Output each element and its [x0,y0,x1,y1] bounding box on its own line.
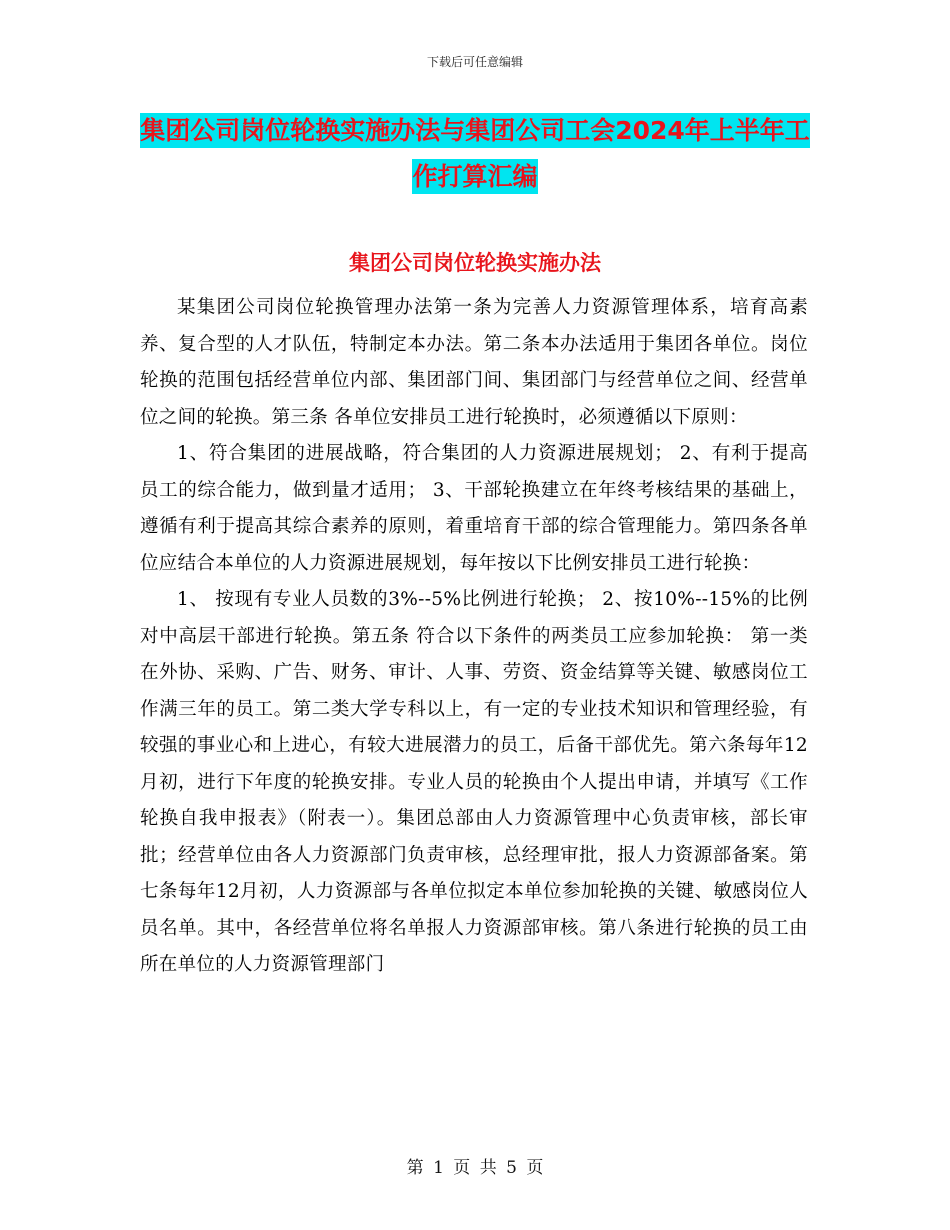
paragraph: 某集团公司岗位轮换管理办法第一条为完善人力资源管理体系，培育高素养、复合型的人才队伍，特制定本办法。第二条本办法适用于集团各单位。岗位轮换的范围包括经营单位内部、集团部门间、集团部门与经营单位之间、经营单位之间的轮换。第三条 各单位安排员工进行轮换时，必须遵循以下原则： [140,297,808,428]
header-note: 下载后可任意编辑 [426,55,523,69]
document-title [140,108,810,200]
page-footer: 第 1 页 共 5 页 [406,1158,544,1178]
body-text [140,290,808,984]
document-title-text: 集团公司岗位轮换实施办法与集团公司工会2024年上半年工作打算汇编 [140,113,810,194]
section-heading: 集团公司岗位轮换实施办法 [349,251,601,275]
paragraph: 1、 按现有专业人员数的3%--5%比例进行轮换； 2、按10%--15%的比例对中高层干部进行轮换。第五条 符合以下条件的两类员工应参加轮换： 第一类在外协、采购、广告、财务、审计、人事、劳资、资金结算等关键、敏感岗位工作满三年的员工。第二类大学专科以上，有一定的专业技术知识和管理经验，有较强的事业心和上进心，有较大进展潜力的员工，后备干部优先。第六条每年12月初，进行下年度的轮换安排。专业人员的轮换由个人提出申请，并填写《工作轮换自我申报表》（附表一）。集团总部由人力资源管理中心负责审核，部长审批；经营单位由各人力资源部门负责审核，总经理审批，报人力资源部备案。第七条每年12月初，人力资源部与各单位拟定本单位参加轮换的关键、敏感岗位人员名单。其中，各经营单位将名单报人力资源部审核。第八条进行轮换的员工由所在单位的人力资源管理部门 [140,589,808,975]
paragraph: 1、符合集团的进展战略，符合集团的人力资源进展规划； 2、有利于提高员工的综合能力，做到量才适用； 3、干部轮换建立在年终考核结果的基础上，遵循有利于提高其综合素养的原则，着重培育干部的综合管理能力。第四条各单位应结合本单位的人力资源进展规划，每年按以下比例安排员工进行轮换： [140,443,808,574]
